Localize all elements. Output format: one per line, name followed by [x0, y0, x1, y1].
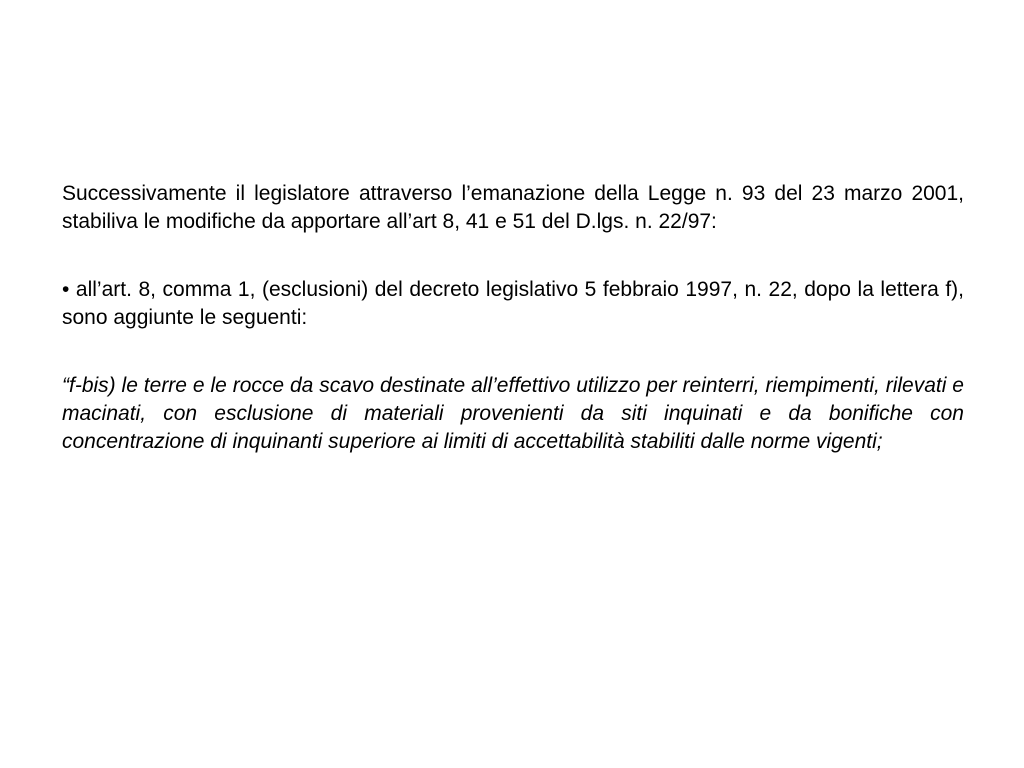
quoted-paragraph: “f-bis) le terre e le rocce da scavo destinate all’effettivo utilizzo per reinterri, riempimenti, rilevati e macinati, con esclusione di materiali provenienti da siti inquinati e da bonifiche con concentrazione di inquinanti superiore ai limiti di accettabilità stabiliti dalle norme vigenti;: [62, 374, 964, 453]
intro-paragraph: Successivamente il legislatore attraverso l’emanazione della Legge n. 93 del 23 marzo 2001, stabiliva le modifiche da apportare all’art 8, 41 e 51 del D.lgs. n. 22/97:: [62, 182, 964, 233]
slide-body: [62, 180, 964, 456]
bullet-paragraph: • all’art. 8, comma 1, (esclusioni) del decreto legislativo 5 febbraio 1997, n. 22, dopo la lettera f), sono aggiunte le seguenti:: [62, 278, 964, 329]
